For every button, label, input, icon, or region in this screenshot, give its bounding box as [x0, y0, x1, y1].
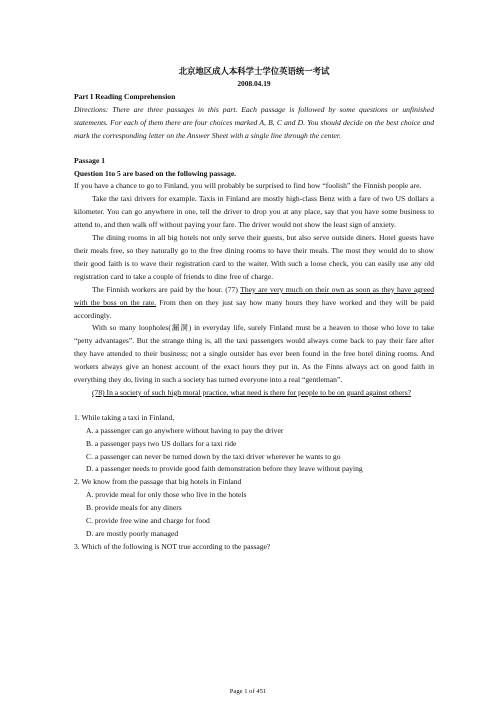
passage-paragraph: With so many loopholes(漏洞) in everyday life, surely Finland must be a heaven to those who love to take “petty advantages”. But the strange thing is, all the taxi passengers would always come back to pay their fare after they have attended to their business; not a single outsider has ever been found in the free hotel dining rooms. And workers always give an honest account of the exact hours they put in. As the Finns always act on good faith in everything they do, living in such a society has turned everyone into a real “gentleman”. [74, 323, 434, 385]
answer-option: A. a passenger can go anywhere without having to pay the driver [86, 425, 284, 435]
passage-paragraph: The dining rooms in all big hotels not only serve their guests, but also serve outside diners. Hotel guests have their meals free, so they naturally go to the free dining rooms to have their meals. The most they would do to show their good faith is to wave their registration card to the waiter. With such a loose check, you can easily use any old registration card to take a couple of friends to dine free of charge. [74, 233, 434, 281]
page-number: Page 1 of 451 [229, 688, 267, 695]
answer-option: D. a passenger needs to provide good faith demonstration before they leave without paying [86, 464, 363, 474]
question-stem: 3. Which of the following is NOT true according to the passage? [74, 541, 271, 551]
answer-option: A. provide meal for only those who live in the hotels [86, 490, 247, 500]
paragraph-text: The Finnish workers are paid by the hour. (77) [92, 284, 241, 294]
passage-intro: Question 1to 5 are based on the following passage. [74, 168, 237, 178]
underlined-sentence: They are very much on their own as soon as they have agreed with the boss on the rate. [74, 284, 434, 307]
question-stem: 1. While taking a taxi in Finland, [74, 412, 175, 422]
answer-option: C. provide free wine and charge for food [86, 516, 210, 526]
passage-label: Passage 1 [74, 155, 106, 165]
answer-option: B. a passenger pays two US dollars for a taxi ride [86, 438, 237, 448]
part-title: Part I Reading Comprehension [74, 92, 176, 101]
section-gap [74, 400, 434, 412]
passage-paragraph [74, 387, 434, 400]
paragraph-text: From then on they just say how many hours they have worked and they will be paid accordingly. [74, 297, 434, 320]
section-gap [74, 143, 434, 155]
exam-title: 北京地区成人本科学士学位英语统一考试 [178, 67, 330, 76]
question-stem: 2. We know from the passage that big hotels in Finland [74, 477, 242, 487]
question-list [74, 412, 434, 554]
underlined-sentence: (78) In a society of such high moral practice, what need is there for people to be on guard against others? [92, 387, 412, 397]
answer-option: B. provide meals for any diners [86, 503, 182, 513]
passage-paragraph [74, 284, 434, 323]
exam-date: 2008.04.19 [237, 79, 271, 88]
directions-text: Directions: There are three passages in this part. Each passage is followed by some questions or unfinished statements. For each of them there are four choices marked A, B, C and D. You should decide on the best choice and mark the corresponding letter on the Answer Sheet with a single line through the center. [74, 104, 434, 140]
passage-paragraph: If you have a chance to go to Finland, you will probably be surprised to find how “foolish” the Finnish people are. [74, 181, 422, 191]
answer-option: C. a passenger can never be turned down by the taxi driver wherever he wants to go [86, 451, 341, 461]
passage-paragraph: Take the taxi drivers for example. Taxis in Finland are mostly high-class Benz with a fare of two US dollars a kilometer. You can go anywhere in one, tell the driver to drop you at any place, say that you have some business to attend to, and then walk off without paying your fare. The driver would not show the least sign of anxiety. [74, 194, 434, 230]
answer-option: D. are mostly poorly managed [86, 529, 179, 538]
